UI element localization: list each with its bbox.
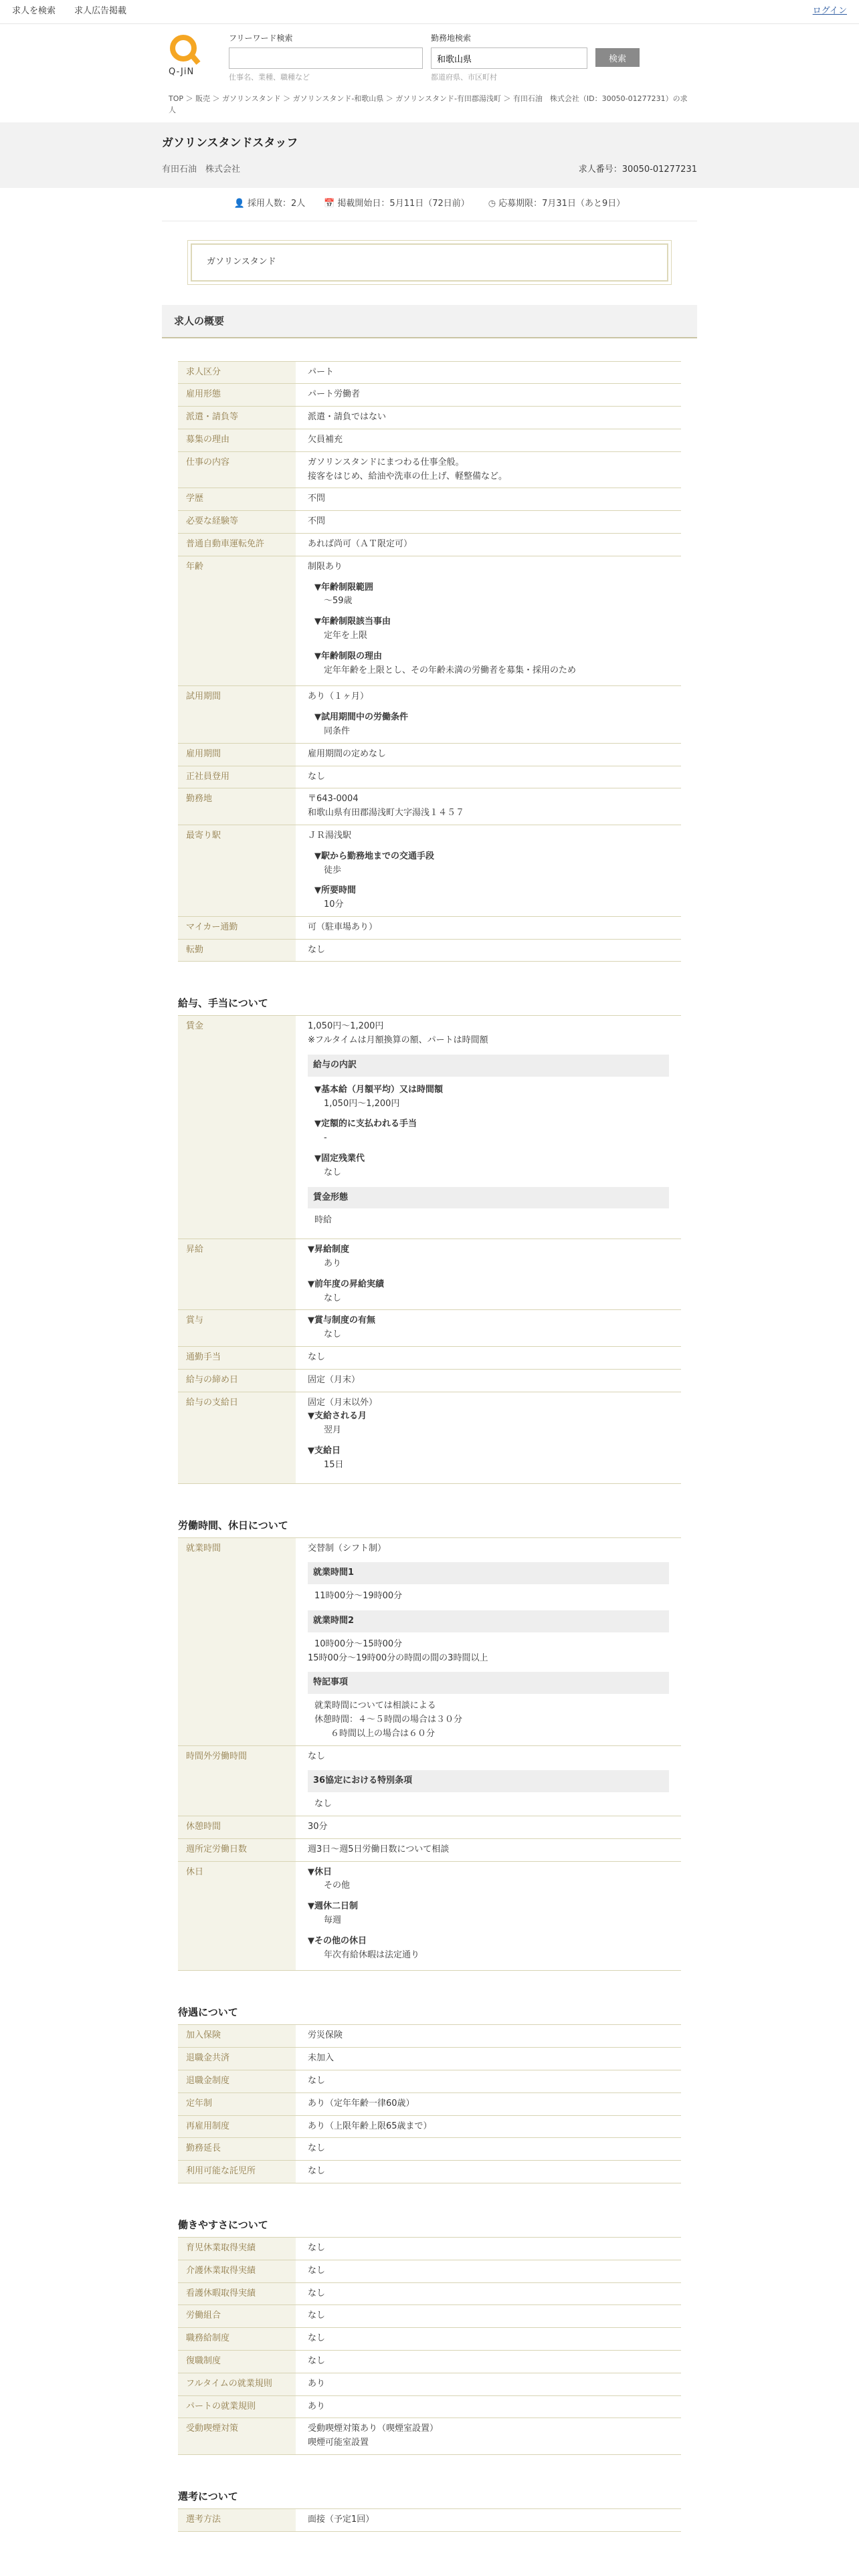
search-button[interactable]: 検索: [595, 48, 640, 67]
overview-section: [178, 361, 681, 2532]
overview-table: [178, 361, 681, 962]
breadcrumb[interactable]: TOP ＞ 販売 ＞ ガソリンスタンド ＞ ガソリンスタンド-和歌山県 ＞ ガソリンスタンド-有田郡湯浅町 ＞ 有田石油 株式会社（ID：30050-01277231）の求人: [169, 94, 688, 114]
table-row: 昇給 ▼昇給制度 あり ▼前年度の昇給実績 なし: [178, 1239, 681, 1310]
table-row: 受動喫煙対策 受動喫煙対策あり（喫煙室設置） 喫煙可能室設置: [178, 2418, 681, 2455]
table-row: 選考方法 面接（予定1回）: [178, 2508, 681, 2531]
age-cell: 制限あり ▼年齢制限範囲 〜59歳 ▼年齢制限該当事由 定年を上限 ▼年齢制限の理由 定年年齢を上限とし、その年齢未満の労働者を募集・採用のため: [296, 556, 681, 686]
table-row: 給与の締め日 固定（月末）: [178, 1369, 681, 1392]
wage-cell: 1,050円〜1,200円 ※フルタイムは月額換算の額、パートは時間額 給与の内訳 ▼基本給（月額平均）又は時間額 1,050円〜1,200円 ▼定額的に支払われる手当 - ▼固定残業代 なし 賃金形態 時給: [296, 1016, 681, 1239]
table-row: 派遣・請負等 派遣・請負ではない: [178, 407, 681, 429]
payday-cell: 固定（月末以外） ▼支給される月 翌月 ▼支給日 15日: [296, 1392, 681, 1483]
recruit-count-text: 採用人数：2人: [247, 198, 306, 209]
table-row: 年齢 制限あり ▼年齢制限範囲 〜59歳 ▼年齢制限該当事由 定年を上限 ▼年齢制限の理由 定年年齢を上限とし、その年齢未満の労働者を募集・採用のため: [178, 556, 681, 686]
hours-section-title: 労働時間、休日について: [178, 1519, 288, 1531]
person-icon: 👤: [233, 198, 245, 209]
posted-date: [324, 197, 470, 211]
table-row: 復職制度 なし: [178, 2350, 681, 2373]
holiday-cell: ▼休日 その他 ▼週休二日制 毎週 ▼その他の休日 年次有給休暇は法定通り: [296, 1861, 681, 1971]
keyword-search-group: [229, 32, 423, 88]
catch-copy: ガソリンスタンド: [191, 243, 668, 282]
table-row: 求人区分 パート: [178, 361, 681, 384]
table-row: 仕事の内容 ガソリンスタンドにまつわる仕事全般。 接客をはじめ、給油や洗車の仕上げ、軽整備など。: [178, 451, 681, 488]
benefits-table: [178, 2024, 681, 2183]
table-row: 通勤手当 なし: [178, 1347, 681, 1370]
top-nav: [0, 0, 859, 24]
table-row: マイカー通勤 可（駐車場あり）: [178, 916, 681, 939]
workstyle-table: [178, 2237, 681, 2455]
company-name: 有田石油 株式会社: [162, 165, 241, 175]
location-search-label: 勤務地検索: [431, 33, 472, 43]
table-row: 試用期間 あり（１ヶ月） ▼試用期間中の労働条件 同条件: [178, 686, 681, 743]
logo-text: Q-JiN: [169, 67, 195, 77]
benefits-section-title: 待遇について: [178, 2006, 238, 2019]
job-number: 求人番号：30050-01277231: [578, 165, 697, 175]
catch-copy-box: [187, 240, 672, 285]
raise-cell: ▼昇給制度 あり ▼前年度の昇給実績 なし: [296, 1239, 681, 1310]
overtime-cell: なし 36協定における特別条項 なし: [296, 1745, 681, 1816]
table-row: 普通自動車運転免許 あれば尚可（ＡＴ限定可）: [178, 533, 681, 556]
station-cell: ＪＲ湯浅駅 ▼駅から勤務地までの交通手段 徒歩 ▼所要時間 10分: [296, 825, 681, 916]
table-row: 休日 ▼休日 その他 ▼週休二日制 毎週 ▼その他の休日 年次有給休暇は法定通り: [178, 1861, 681, 1971]
bonus-cell: ▼賞与制度の有無 なし: [296, 1310, 681, 1347]
logo-ring-icon: [170, 35, 197, 62]
salary-section-title: 給与、手当について: [178, 997, 268, 1010]
table-row: 勤務地 〒643-0004 和歌山県有田郡湯浅町大字湯浅１４５７: [178, 788, 681, 825]
summary-heading: 求人の概要: [162, 305, 697, 338]
table-row: 必要な経験等 不問: [178, 511, 681, 534]
table-row: 加入保険 労災保険: [178, 2025, 681, 2048]
table-row: 給与の支給日 固定（月末以外） ▼支給される月 翌月 ▼支給日 15日: [178, 1392, 681, 1483]
table-row: 勤務延長 なし: [178, 2138, 681, 2161]
table-row: 定年制 あり（定年年齢一律60歳）: [178, 2092, 681, 2115]
keyword-search-input[interactable]: [229, 47, 423, 69]
table-row: 雇用期間 雇用期間の定めなし: [178, 743, 681, 766]
workplace-cell: 〒643-0004 和歌山県有田郡湯浅町大字湯浅１４５７: [296, 788, 681, 825]
table-row: 週所定労働日数 週3日〜週5日労働日数について相談: [178, 1838, 681, 1861]
table-row: 職務給制度 なし: [178, 2328, 681, 2351]
table-row: フルタイムの就業規則 あり: [178, 2373, 681, 2395]
table-row: 育児休業取得実績 なし: [178, 2237, 681, 2260]
job-description-cell: ガソリンスタンドにまつわる仕事全般。 接客をはじめ、給油や洗車の仕上げ、軽整備など。: [296, 451, 681, 488]
nav-link-post-ad[interactable]: 求人広告掲載: [74, 6, 127, 17]
trial-cell: あり（１ヶ月） ▼試用期間中の労働条件 同条件: [296, 686, 681, 743]
job-title-bar: [0, 122, 859, 188]
table-row: 利用可能な託児所 なし: [178, 2161, 681, 2183]
table-row: 正社員登用 なし: [178, 766, 681, 788]
table-row: 賃金 1,050円〜1,200円 ※フルタイムは月額換算の額、パートは時間額 給与の内訳 ▼基本給（月額平均）又は時間額 1,050円〜1,200円 ▼定額的に支払われる手当 - ▼固定残業代 なし 賃金形態 時給: [178, 1016, 681, 1239]
table-row: 退職金制度 なし: [178, 2070, 681, 2092]
deadline: [488, 197, 625, 211]
site-logo[interactable]: [169, 32, 229, 88]
work-hours-cell: 交替制（シフト制） 就業時間1 11時00分〜19時00分 就業時間2 10時00分〜15時00分 15時00分〜19時00分の時間の間の3時間以上 特記事項 就業時間については相談による 休憩時間：４〜５時間の場合は３０分 ６時間以上の場合は６０分: [296, 1537, 681, 1745]
table-row: 看護休暇取得実績 なし: [178, 2282, 681, 2305]
hours-table: [178, 1537, 681, 1971]
table-row: パートの就業規則 あり: [178, 2395, 681, 2418]
table-row: 募集の理由 欠員補充: [178, 429, 681, 451]
table-row: 介護休業取得実績 なし: [178, 2260, 681, 2282]
site-header: [169, 24, 690, 88]
page-title: ガソリンスタンドスタッフ: [162, 136, 298, 150]
keyword-search-label: フリーワード検索: [229, 33, 293, 43]
table-row: 雇用形態 パート労働者: [178, 384, 681, 407]
selection-table: [178, 2508, 681, 2532]
salary-table: [178, 1015, 681, 1483]
job-meta: [162, 188, 697, 221]
posted-date-text: 掲載開始日：5月11日（72日前）: [337, 198, 470, 209]
table-row: 時間外労働時間 なし 36協定における特別条項 なし: [178, 1745, 681, 1816]
recruit-count: [234, 197, 305, 211]
location-search-hint: 都道府県、市区町村: [431, 73, 497, 82]
smoking-cell: 受動喫煙対策あり（喫煙室設置） 喫煙可能室設置: [296, 2418, 681, 2455]
location-search-group: [431, 32, 587, 88]
deadline-text: 応募期限：7月31日（あと9日）: [498, 198, 626, 209]
nav-link-search-jobs[interactable]: 求人を検索: [12, 6, 56, 17]
top-nav-links: [12, 5, 126, 19]
selection-section-title: 選考について: [178, 2490, 238, 2502]
table-row: 退職金共済 未加入: [178, 2048, 681, 2070]
workstyle-section-title: 働きやすさについて: [178, 2218, 268, 2231]
keyword-search-hint: 仕事名、業種、職種など: [229, 73, 310, 82]
location-search-input[interactable]: [431, 47, 587, 69]
table-row: 休憩時間 30分: [178, 1816, 681, 1838]
table-row: 労働組合 なし: [178, 2305, 681, 2328]
login-link[interactable]: ログイン: [812, 6, 847, 17]
clock-icon: ◷: [488, 198, 496, 209]
table-row: 学歴 不問: [178, 488, 681, 511]
table-row: 転勤 なし: [178, 939, 681, 962]
calendar-icon: 📅: [324, 198, 335, 209]
table-row: 再雇用制度 あり（上限年齢上限65歳まで）: [178, 2115, 681, 2138]
table-row: 最寄り駅 ＪＲ湯浅駅 ▼駅から勤務地までの交通手段 徒歩 ▼所要時間 10分: [178, 825, 681, 916]
table-row: 賞与 ▼賞与制度の有無 なし: [178, 1310, 681, 1347]
table-row: 就業時間 交替制（シフト制） 就業時間1 11時00分〜19時00分 就業時間2 10時00分〜15時00分 15時00分〜19時00分の時間の間の3時間以上 特記事項 就業時間については相談による 休憩時間：４〜５時間の場合は３０分 ６時間以上の場合は６０分: [178, 1537, 681, 1745]
